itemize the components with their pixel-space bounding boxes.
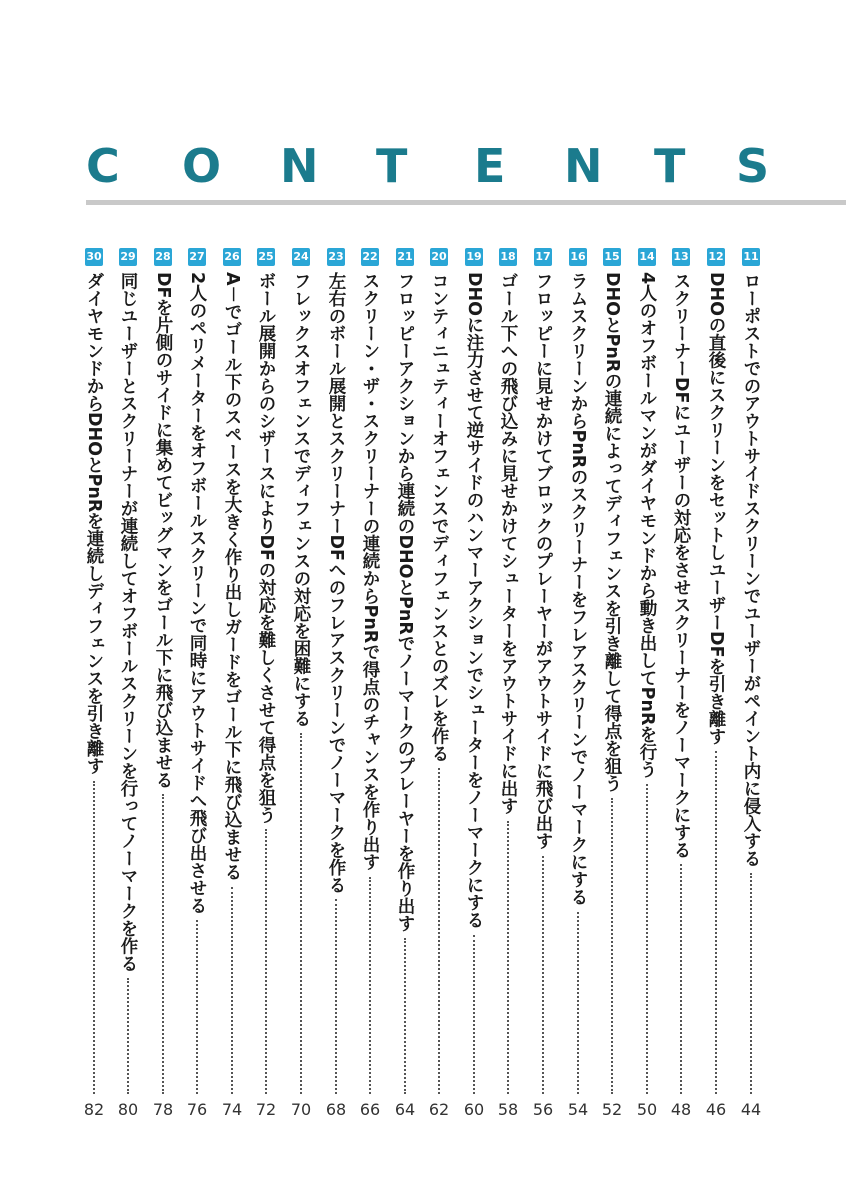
entry-page-number: 82 xyxy=(83,1100,105,1119)
entry-number-badge: 12 xyxy=(707,248,725,266)
entry-number-badge: 17 xyxy=(534,248,552,266)
entry-number-badge: 16 xyxy=(569,248,587,266)
heading-letter: E xyxy=(474,139,506,193)
entry-page-number: 68 xyxy=(325,1100,347,1119)
dot-leader xyxy=(335,899,339,1094)
entry-title: ボール展開からのシザースによりDFの対応を難しくさせて得点を狙う xyxy=(256,272,276,824)
dot-leader xyxy=(438,768,442,1094)
entry-number-badge: 22 xyxy=(361,248,379,266)
heading-letter: N xyxy=(564,139,603,193)
entry-number-badge: 24 xyxy=(292,248,310,266)
dot-leader xyxy=(507,821,511,1094)
heading-letter: T xyxy=(654,139,686,193)
dot-leader xyxy=(577,912,581,1094)
dot-leader xyxy=(265,829,269,1094)
heading-letter: N xyxy=(280,139,319,193)
dot-leader xyxy=(196,920,200,1094)
entry-title: フロッピーアクションから連続のDHOとPnRでノーマークのプレーヤーを作り出す xyxy=(395,272,415,933)
entry-title: 左右のボール展開とスクリーナーDFへのフレアスクリーンでノーマークを作る xyxy=(326,272,346,894)
entry-number-badge: 21 xyxy=(396,248,414,266)
entry-page-number: 48 xyxy=(670,1100,692,1119)
entry-page-number: 52 xyxy=(601,1100,623,1119)
entry-title: DHOに注力させて逆サイドのハンマーアクションでシューターをノーマークにする xyxy=(464,272,484,929)
entry-title: ダイヤモンドからDHOとPnRを連続しディフェンスを引き離す xyxy=(84,272,104,775)
heading-letter: C xyxy=(86,139,120,193)
entry-page-number: 74 xyxy=(221,1100,243,1119)
toc-entry[interactable] xyxy=(113,248,143,1128)
dot-leader xyxy=(715,751,719,1094)
entry-title: コンティニュティーオフェンスでディフェンスとのズレを作る xyxy=(429,272,449,762)
entry-title: ゴール下への飛び込みに見せかけてシューターをアウトサイドに出す xyxy=(498,272,518,815)
toc-entry[interactable] xyxy=(632,248,662,1128)
entry-page-number: 62 xyxy=(428,1100,450,1119)
entry-title: スクリーナーDFにユーザーの対応をさせスクリーナーをノーマークにする xyxy=(671,272,691,859)
toc-entry[interactable] xyxy=(355,248,385,1128)
entry-number-badge: 20 xyxy=(430,248,448,266)
entry-number-badge: 30 xyxy=(85,248,103,266)
dot-leader xyxy=(542,856,546,1094)
entry-title: DHOの直後にスクリーンをセットしユーザーDFを引き離す xyxy=(706,272,726,746)
dot-leader xyxy=(93,781,97,1094)
entry-page-number: 72 xyxy=(255,1100,277,1119)
entry-number-badge: 11 xyxy=(742,248,760,266)
dot-leader xyxy=(750,873,754,1094)
toc-entry[interactable] xyxy=(79,248,109,1128)
toc-entry[interactable] xyxy=(528,248,558,1128)
entry-page-number: 54 xyxy=(567,1100,589,1119)
entry-page-number: 76 xyxy=(186,1100,208,1119)
toc-entry[interactable] xyxy=(251,248,281,1128)
toc-entry[interactable] xyxy=(182,248,212,1128)
heading-letter: O xyxy=(182,139,222,193)
heading-letter: S xyxy=(736,139,770,193)
entry-number-badge: 25 xyxy=(257,248,275,266)
entry-number-badge: 28 xyxy=(154,248,172,266)
entry-title: 4人のオフボールマンがダイヤモンドから動き出してPnRを行う xyxy=(637,272,657,778)
toc-entry[interactable] xyxy=(666,248,696,1128)
entry-number-badge: 14 xyxy=(638,248,656,266)
toc-entry[interactable] xyxy=(597,248,627,1128)
dot-leader xyxy=(369,877,373,1094)
entry-page-number: 64 xyxy=(394,1100,416,1119)
dot-leader xyxy=(404,938,408,1094)
entry-title: 2人のペリメーターをオフボールスクリーンで同時にアウトサイドへ飛び出させる xyxy=(187,272,207,915)
entry-title: スクリーン・ザ・スクリーナーの連続からPnRで得点のチャンスを作り出す xyxy=(360,272,380,871)
entry-number-badge: 18 xyxy=(499,248,517,266)
dot-leader xyxy=(300,733,304,1094)
entry-number-badge: 27 xyxy=(188,248,206,266)
toc-entry[interactable] xyxy=(736,248,766,1128)
entry-number-badge: 19 xyxy=(465,248,483,266)
dot-leader xyxy=(162,794,166,1094)
entry-page-number: 56 xyxy=(532,1100,554,1119)
entry-page-number: 70 xyxy=(290,1100,312,1119)
entry-title: 同じユーザーとスクリーナーが連続してオフボールスクリーンを行ってノーマークを作る xyxy=(118,272,138,972)
heading-letter: T xyxy=(376,139,408,193)
entry-page-number: 44 xyxy=(740,1100,762,1119)
toc-entry[interactable] xyxy=(390,248,420,1128)
entry-title: DFを片側のサイドに集めてビッグマンをゴール下に飛び込ませる xyxy=(153,272,173,789)
dot-leader xyxy=(611,798,615,1094)
entry-title: DHOとPnRの連続によってディフェンスを引き離して得点を狙う xyxy=(602,272,622,793)
entry-number-badge: 15 xyxy=(603,248,621,266)
toc-entry[interactable] xyxy=(459,248,489,1128)
toc-entry[interactable] xyxy=(493,248,523,1128)
entry-page-number: 50 xyxy=(636,1100,658,1119)
entry-page-number: 78 xyxy=(152,1100,174,1119)
entry-number-badge: 26 xyxy=(223,248,241,266)
entry-number-badge: 23 xyxy=(327,248,345,266)
toc-entry[interactable] xyxy=(701,248,731,1128)
toc-entry[interactable] xyxy=(563,248,593,1128)
toc-entry[interactable] xyxy=(148,248,178,1128)
toc-entry[interactable] xyxy=(286,248,316,1128)
entry-page-number: 60 xyxy=(463,1100,485,1119)
entry-page-number: 58 xyxy=(497,1100,519,1119)
entry-title: ローポストでのアウトサイドスクリーンでユーザーがペイント内に侵入する xyxy=(741,272,761,867)
toc-entry[interactable] xyxy=(424,248,454,1128)
entry-page-number: 46 xyxy=(705,1100,727,1119)
entry-number-badge: 13 xyxy=(672,248,690,266)
entry-title: A－でゴール下のスペースを大きく作り出しガードをゴール下に飛び込ませる xyxy=(222,272,242,881)
entry-page-number: 66 xyxy=(359,1100,381,1119)
entry-page-number: 80 xyxy=(117,1100,139,1119)
dot-leader xyxy=(680,864,684,1094)
toc-entry[interactable] xyxy=(217,248,247,1128)
dot-leader xyxy=(473,935,477,1094)
entry-title: フロッピーに見せかけてブロックのプレーヤーがアウトサイドに飛び出す xyxy=(533,272,553,850)
toc-entry[interactable] xyxy=(321,248,351,1128)
entry-title: ラムスクリーンからPnRのスクリーナーをフレアスクリーンでノーマークにする xyxy=(568,272,588,906)
dot-leader xyxy=(231,887,235,1094)
dot-leader xyxy=(646,784,650,1094)
entry-number-badge: 29 xyxy=(119,248,137,266)
entry-title: フレックスオフェンスでディフェンスの対応を困難にする xyxy=(291,272,311,727)
dot-leader xyxy=(127,978,131,1094)
